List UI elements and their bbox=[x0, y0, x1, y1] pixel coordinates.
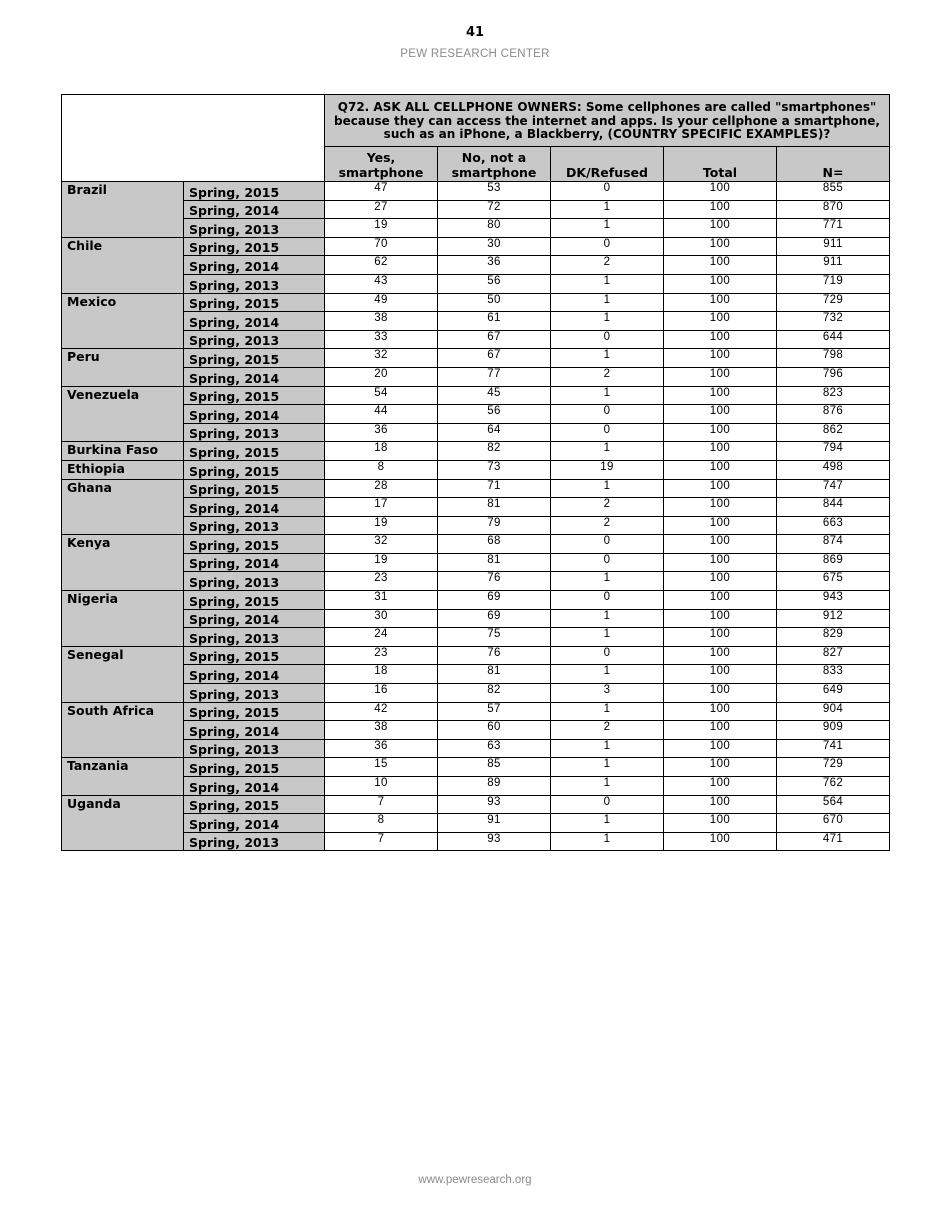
survey-wave-label: Spring, 2014 bbox=[184, 814, 325, 833]
value-cell: 100 bbox=[664, 423, 777, 442]
value-cell: 67 bbox=[438, 349, 551, 368]
value-cell: 762 bbox=[777, 777, 890, 796]
value-cell: 1 bbox=[551, 312, 664, 331]
value-cell: 17 bbox=[325, 498, 438, 517]
column-header: No, not a smartphone bbox=[438, 147, 551, 182]
survey-wave-label: Spring, 2013 bbox=[184, 684, 325, 703]
value-cell: 1 bbox=[551, 219, 664, 238]
table-row bbox=[62, 516, 890, 535]
survey-wave-label: Spring, 2015 bbox=[184, 535, 325, 554]
organization-header: PEW RESEARCH CENTER bbox=[400, 48, 550, 60]
value-cell: 36 bbox=[438, 256, 551, 275]
survey-wave-label: Spring, 2013 bbox=[184, 572, 325, 591]
value-cell: 644 bbox=[777, 330, 890, 349]
value-cell: 0 bbox=[551, 182, 664, 201]
value-cell: 80 bbox=[438, 219, 551, 238]
value-cell: 38 bbox=[325, 312, 438, 331]
value-cell: 100 bbox=[664, 591, 777, 610]
survey-wave-label: Spring, 2015 bbox=[184, 795, 325, 814]
value-cell: 100 bbox=[664, 312, 777, 331]
table-body bbox=[62, 182, 890, 851]
value-cell: 1 bbox=[551, 200, 664, 219]
value-cell: 0 bbox=[551, 330, 664, 349]
table-row bbox=[62, 553, 890, 572]
value-cell: 1 bbox=[551, 739, 664, 758]
value-cell: 76 bbox=[438, 646, 551, 665]
value-cell: 829 bbox=[777, 628, 890, 647]
value-cell: 771 bbox=[777, 219, 890, 238]
survey-wave-label: Spring, 2015 bbox=[184, 182, 325, 201]
table-row bbox=[62, 219, 890, 238]
value-cell: 19 bbox=[325, 516, 438, 535]
value-cell: 69 bbox=[438, 609, 551, 628]
value-cell: 24 bbox=[325, 628, 438, 647]
survey-wave-label: Spring, 2015 bbox=[184, 237, 325, 256]
table-row bbox=[62, 386, 890, 405]
survey-wave-label: Spring, 2014 bbox=[184, 405, 325, 424]
table-row bbox=[62, 423, 890, 442]
value-cell: 564 bbox=[777, 795, 890, 814]
value-cell: 57 bbox=[438, 702, 551, 721]
table-row bbox=[62, 591, 890, 610]
value-cell: 870 bbox=[777, 200, 890, 219]
value-cell: 1 bbox=[551, 274, 664, 293]
value-cell: 0 bbox=[551, 535, 664, 554]
value-cell: 869 bbox=[777, 553, 890, 572]
value-cell: 876 bbox=[777, 405, 890, 424]
country-label: Ghana bbox=[62, 479, 184, 535]
value-cell: 1 bbox=[551, 479, 664, 498]
value-cell: 82 bbox=[438, 684, 551, 703]
value-cell: 100 bbox=[664, 182, 777, 201]
value-cell: 1 bbox=[551, 609, 664, 628]
table-row bbox=[62, 274, 890, 293]
value-cell: 36 bbox=[325, 739, 438, 758]
value-cell: 23 bbox=[325, 646, 438, 665]
value-cell: 1 bbox=[551, 442, 664, 461]
value-cell: 794 bbox=[777, 442, 890, 461]
survey-wave-label: Spring, 2015 bbox=[184, 591, 325, 610]
value-cell: 0 bbox=[551, 795, 664, 814]
value-cell: 89 bbox=[438, 777, 551, 796]
value-cell: 911 bbox=[777, 256, 890, 275]
country-label: Chile bbox=[62, 237, 184, 293]
value-cell: 75 bbox=[438, 628, 551, 647]
survey-wave-label: Spring, 2014 bbox=[184, 777, 325, 796]
value-cell: 100 bbox=[664, 628, 777, 647]
survey-wave-label: Spring, 2014 bbox=[184, 721, 325, 740]
country-label: Senegal bbox=[62, 646, 184, 702]
value-cell: 100 bbox=[664, 777, 777, 796]
value-cell: 100 bbox=[664, 367, 777, 386]
survey-wave-label: Spring, 2014 bbox=[184, 665, 325, 684]
value-cell: 904 bbox=[777, 702, 890, 721]
survey-wave-label: Spring, 2015 bbox=[184, 293, 325, 312]
value-cell: 2 bbox=[551, 256, 664, 275]
value-cell: 100 bbox=[664, 758, 777, 777]
table-row bbox=[62, 479, 890, 498]
column-header: Yes, smartphone bbox=[325, 147, 438, 182]
value-cell: 49 bbox=[325, 293, 438, 312]
value-cell: 8 bbox=[325, 814, 438, 833]
value-cell: 56 bbox=[438, 274, 551, 293]
survey-wave-label: Spring, 2015 bbox=[184, 460, 325, 479]
table-row bbox=[62, 628, 890, 647]
value-cell: 8 bbox=[325, 460, 438, 479]
smartphone-ownership-table bbox=[61, 94, 890, 851]
value-cell: 47 bbox=[325, 182, 438, 201]
value-cell: 100 bbox=[664, 330, 777, 349]
value-cell: 93 bbox=[438, 795, 551, 814]
country-label: Venezuela bbox=[62, 386, 184, 442]
column-header: DK/Refused bbox=[551, 147, 664, 182]
value-cell: 0 bbox=[551, 423, 664, 442]
value-cell: 60 bbox=[438, 721, 551, 740]
value-cell: 28 bbox=[325, 479, 438, 498]
value-cell: 44 bbox=[325, 405, 438, 424]
header-blank-cell bbox=[62, 95, 325, 182]
survey-wave-label: Spring, 2015 bbox=[184, 349, 325, 368]
value-cell: 741 bbox=[777, 739, 890, 758]
value-cell: 796 bbox=[777, 367, 890, 386]
value-cell: 100 bbox=[664, 516, 777, 535]
footer-url: www.pewresearch.org bbox=[418, 1174, 532, 1186]
table-row bbox=[62, 349, 890, 368]
value-cell: 100 bbox=[664, 684, 777, 703]
value-cell: 1 bbox=[551, 386, 664, 405]
table-row bbox=[62, 237, 890, 256]
value-cell: 33 bbox=[325, 330, 438, 349]
table-row bbox=[62, 256, 890, 275]
table-row bbox=[62, 312, 890, 331]
value-cell: 844 bbox=[777, 498, 890, 517]
country-label: Burkina Faso bbox=[62, 442, 184, 461]
value-cell: 100 bbox=[664, 405, 777, 424]
value-cell: 54 bbox=[325, 386, 438, 405]
survey-wave-label: Spring, 2013 bbox=[184, 330, 325, 349]
value-cell: 63 bbox=[438, 739, 551, 758]
survey-wave-label: Spring, 2013 bbox=[184, 274, 325, 293]
value-cell: 19 bbox=[551, 460, 664, 479]
table-row bbox=[62, 777, 890, 796]
table-row bbox=[62, 460, 890, 479]
table-row bbox=[62, 795, 890, 814]
value-cell: 73 bbox=[438, 460, 551, 479]
value-cell: 79 bbox=[438, 516, 551, 535]
value-cell: 911 bbox=[777, 237, 890, 256]
value-cell: 100 bbox=[664, 293, 777, 312]
value-cell: 100 bbox=[664, 442, 777, 461]
country-label: Ethiopia bbox=[62, 460, 184, 479]
value-cell: 81 bbox=[438, 498, 551, 517]
value-cell: 100 bbox=[664, 535, 777, 554]
value-cell: 1 bbox=[551, 777, 664, 796]
value-cell: 729 bbox=[777, 758, 890, 777]
table-row bbox=[62, 646, 890, 665]
value-cell: 18 bbox=[325, 442, 438, 461]
question-text: Q72. ASK ALL CELLPHONE OWNERS: Some cellphones are called "smartphones" because they can access the internet and apps. Is your cellphone a smartphone, such as an iPhone, a Blackberry, (COUNTRY SPECIFIC EXAMPLES)? bbox=[325, 95, 890, 147]
survey-wave-label: Spring, 2013 bbox=[184, 739, 325, 758]
value-cell: 76 bbox=[438, 572, 551, 591]
table-row bbox=[62, 721, 890, 740]
table-row bbox=[62, 498, 890, 517]
value-cell: 62 bbox=[325, 256, 438, 275]
value-cell: 100 bbox=[664, 814, 777, 833]
table-row bbox=[62, 702, 890, 721]
value-cell: 64 bbox=[438, 423, 551, 442]
value-cell: 1 bbox=[551, 293, 664, 312]
value-cell: 77 bbox=[438, 367, 551, 386]
value-cell: 38 bbox=[325, 721, 438, 740]
value-cell: 19 bbox=[325, 553, 438, 572]
value-cell: 823 bbox=[777, 386, 890, 405]
survey-wave-label: Spring, 2013 bbox=[184, 219, 325, 238]
value-cell: 7 bbox=[325, 795, 438, 814]
value-cell: 719 bbox=[777, 274, 890, 293]
value-cell: 15 bbox=[325, 758, 438, 777]
value-cell: 0 bbox=[551, 646, 664, 665]
value-cell: 833 bbox=[777, 665, 890, 684]
value-cell: 100 bbox=[664, 665, 777, 684]
value-cell: 100 bbox=[664, 498, 777, 517]
value-cell: 912 bbox=[777, 609, 890, 628]
column-header: Total bbox=[664, 147, 777, 182]
country-label: Mexico bbox=[62, 293, 184, 349]
value-cell: 100 bbox=[664, 702, 777, 721]
survey-wave-label: Spring, 2015 bbox=[184, 386, 325, 405]
table-row bbox=[62, 442, 890, 461]
value-cell: 909 bbox=[777, 721, 890, 740]
survey-wave-label: Spring, 2014 bbox=[184, 256, 325, 275]
table-row bbox=[62, 367, 890, 386]
value-cell: 0 bbox=[551, 591, 664, 610]
value-cell: 874 bbox=[777, 535, 890, 554]
value-cell: 498 bbox=[777, 460, 890, 479]
value-cell: 16 bbox=[325, 684, 438, 703]
value-cell: 1 bbox=[551, 665, 664, 684]
table-row bbox=[62, 330, 890, 349]
value-cell: 68 bbox=[438, 535, 551, 554]
value-cell: 100 bbox=[664, 200, 777, 219]
value-cell: 7 bbox=[325, 832, 438, 851]
value-cell: 10 bbox=[325, 777, 438, 796]
value-cell: 85 bbox=[438, 758, 551, 777]
value-cell: 100 bbox=[664, 832, 777, 851]
survey-wave-label: Spring, 2013 bbox=[184, 628, 325, 647]
country-label: Peru bbox=[62, 349, 184, 386]
value-cell: 20 bbox=[325, 367, 438, 386]
value-cell: 0 bbox=[551, 553, 664, 572]
value-cell: 72 bbox=[438, 200, 551, 219]
value-cell: 100 bbox=[664, 721, 777, 740]
survey-wave-label: Spring, 2014 bbox=[184, 498, 325, 517]
value-cell: 798 bbox=[777, 349, 890, 368]
value-cell: 1 bbox=[551, 814, 664, 833]
value-cell: 3 bbox=[551, 684, 664, 703]
value-cell: 663 bbox=[777, 516, 890, 535]
value-cell: 855 bbox=[777, 182, 890, 201]
value-cell: 42 bbox=[325, 702, 438, 721]
value-cell: 53 bbox=[438, 182, 551, 201]
value-cell: 675 bbox=[777, 572, 890, 591]
value-cell: 100 bbox=[664, 572, 777, 591]
value-cell: 100 bbox=[664, 256, 777, 275]
value-cell: 81 bbox=[438, 553, 551, 572]
value-cell: 50 bbox=[438, 293, 551, 312]
value-cell: 747 bbox=[777, 479, 890, 498]
survey-wave-label: Spring, 2013 bbox=[184, 516, 325, 535]
country-label: Brazil bbox=[62, 182, 184, 238]
value-cell: 100 bbox=[664, 219, 777, 238]
value-cell: 30 bbox=[325, 609, 438, 628]
value-cell: 670 bbox=[777, 814, 890, 833]
country-label: South Africa bbox=[62, 702, 184, 758]
value-cell: 2 bbox=[551, 721, 664, 740]
value-cell: 81 bbox=[438, 665, 551, 684]
value-cell: 100 bbox=[664, 739, 777, 758]
value-cell: 649 bbox=[777, 684, 890, 703]
survey-wave-label: Spring, 2015 bbox=[184, 702, 325, 721]
value-cell: 71 bbox=[438, 479, 551, 498]
table-row bbox=[62, 293, 890, 312]
table-row bbox=[62, 572, 890, 591]
value-cell: 1 bbox=[551, 628, 664, 647]
table-row bbox=[62, 405, 890, 424]
value-cell: 36 bbox=[325, 423, 438, 442]
country-label: Nigeria bbox=[62, 591, 184, 647]
value-cell: 2 bbox=[551, 516, 664, 535]
value-cell: 67 bbox=[438, 330, 551, 349]
value-cell: 0 bbox=[551, 405, 664, 424]
survey-wave-label: Spring, 2014 bbox=[184, 200, 325, 219]
value-cell: 30 bbox=[438, 237, 551, 256]
table-row bbox=[62, 832, 890, 851]
value-cell: 31 bbox=[325, 591, 438, 610]
value-cell: 943 bbox=[777, 591, 890, 610]
value-cell: 732 bbox=[777, 312, 890, 331]
survey-wave-label: Spring, 2015 bbox=[184, 758, 325, 777]
value-cell: 23 bbox=[325, 572, 438, 591]
value-cell: 69 bbox=[438, 591, 551, 610]
value-cell: 100 bbox=[664, 479, 777, 498]
value-cell: 1 bbox=[551, 702, 664, 721]
page-number: 41 bbox=[465, 25, 485, 40]
value-cell: 1 bbox=[551, 349, 664, 368]
value-cell: 1 bbox=[551, 572, 664, 591]
value-cell: 32 bbox=[325, 349, 438, 368]
survey-wave-label: Spring, 2014 bbox=[184, 553, 325, 572]
value-cell: 100 bbox=[664, 349, 777, 368]
value-cell: 2 bbox=[551, 498, 664, 517]
value-cell: 100 bbox=[664, 553, 777, 572]
value-cell: 827 bbox=[777, 646, 890, 665]
survey-wave-label: Spring, 2015 bbox=[184, 442, 325, 461]
value-cell: 19 bbox=[325, 219, 438, 238]
table-row bbox=[62, 200, 890, 219]
table-row bbox=[62, 758, 890, 777]
value-cell: 1 bbox=[551, 758, 664, 777]
value-cell: 100 bbox=[664, 460, 777, 479]
table-row bbox=[62, 665, 890, 684]
value-cell: 100 bbox=[664, 386, 777, 405]
value-cell: 61 bbox=[438, 312, 551, 331]
survey-wave-label: Spring, 2013 bbox=[184, 423, 325, 442]
value-cell: 100 bbox=[664, 795, 777, 814]
survey-wave-label: Spring, 2013 bbox=[184, 832, 325, 851]
column-header: N= bbox=[777, 147, 890, 182]
value-cell: 32 bbox=[325, 535, 438, 554]
value-cell: 100 bbox=[664, 646, 777, 665]
table-row bbox=[62, 739, 890, 758]
value-cell: 729 bbox=[777, 293, 890, 312]
table-row bbox=[62, 182, 890, 201]
value-cell: 0 bbox=[551, 237, 664, 256]
table-row bbox=[62, 609, 890, 628]
value-cell: 2 bbox=[551, 367, 664, 386]
survey-wave-label: Spring, 2014 bbox=[184, 367, 325, 386]
survey-wave-label: Spring, 2014 bbox=[184, 312, 325, 331]
value-cell: 56 bbox=[438, 405, 551, 424]
country-label: Uganda bbox=[62, 795, 184, 851]
country-label: Tanzania bbox=[62, 758, 184, 795]
table-row bbox=[62, 684, 890, 703]
value-cell: 27 bbox=[325, 200, 438, 219]
value-cell: 100 bbox=[664, 237, 777, 256]
value-cell: 43 bbox=[325, 274, 438, 293]
table-row bbox=[62, 814, 890, 833]
value-cell: 93 bbox=[438, 832, 551, 851]
value-cell: 18 bbox=[325, 665, 438, 684]
value-cell: 45 bbox=[438, 386, 551, 405]
value-cell: 70 bbox=[325, 237, 438, 256]
table-row bbox=[62, 535, 890, 554]
value-cell: 100 bbox=[664, 609, 777, 628]
survey-wave-label: Spring, 2014 bbox=[184, 609, 325, 628]
value-cell: 82 bbox=[438, 442, 551, 461]
survey-wave-label: Spring, 2015 bbox=[184, 646, 325, 665]
value-cell: 91 bbox=[438, 814, 551, 833]
survey-wave-label: Spring, 2015 bbox=[184, 479, 325, 498]
country-label: Kenya bbox=[62, 535, 184, 591]
value-cell: 1 bbox=[551, 832, 664, 851]
value-cell: 471 bbox=[777, 832, 890, 851]
value-cell: 100 bbox=[664, 274, 777, 293]
value-cell: 862 bbox=[777, 423, 890, 442]
